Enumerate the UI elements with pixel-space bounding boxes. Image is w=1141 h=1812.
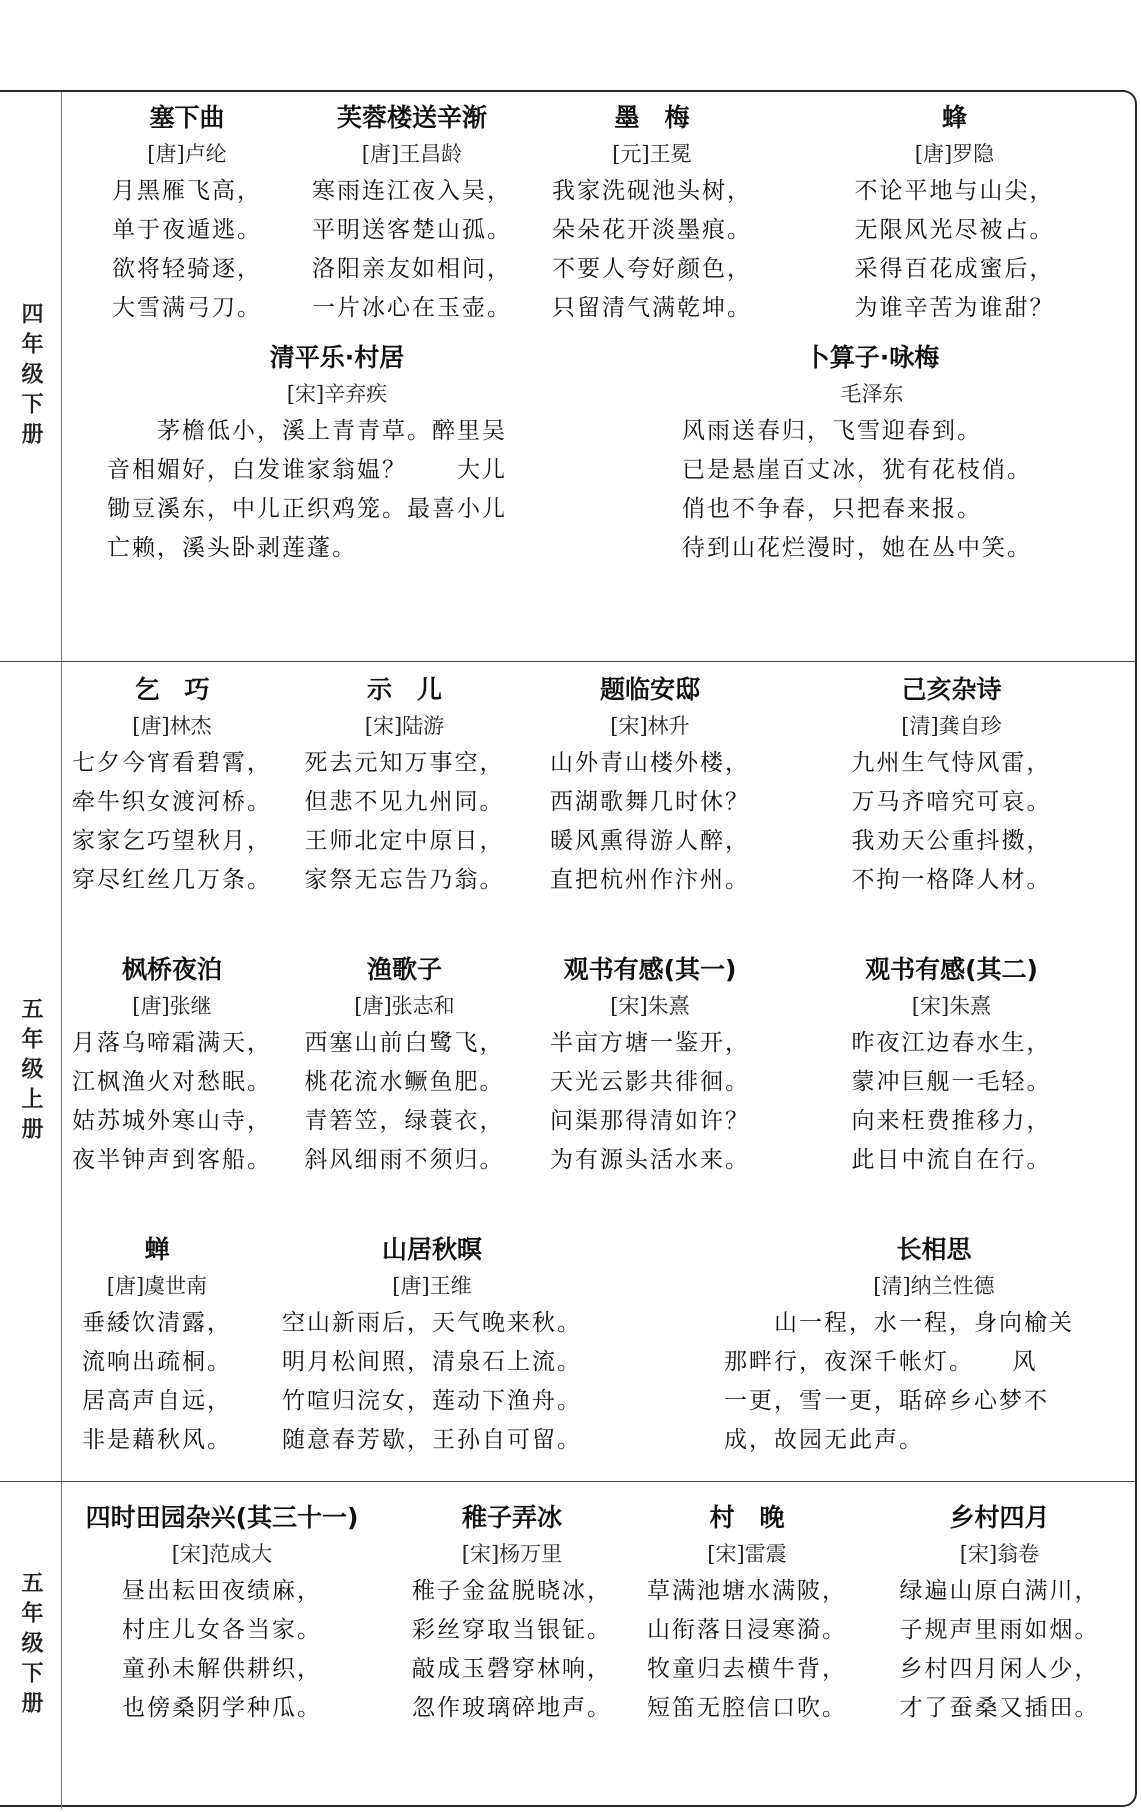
- poem-lines: [774, 1024, 1129, 1180]
- poem-lines: [530, 744, 770, 900]
- poem-line: 寒雨连江夜入吴，: [312, 178, 512, 204]
- poem-line: 才了蚕桑又插田。: [899, 1695, 1100, 1721]
- poem: [777, 100, 1132, 328]
- poem: [532, 100, 772, 328]
- poem-line: 山一程，水一程，身向榆关: [724, 1310, 1074, 1336]
- poem-title: 题临安邸: [599, 675, 700, 704]
- poem-line: 童孙未解供耕织，: [122, 1656, 322, 1682]
- poem-author: [清]纳兰性德: [873, 1274, 995, 1298]
- poem-title: 己亥杂诗: [901, 675, 1002, 704]
- poem-line: 一片冰心在玉壶。: [312, 295, 512, 321]
- poem: [57, 952, 287, 1180]
- poem-line: 锄豆溪东，中儿正织鸡笼。最喜小儿: [107, 496, 507, 522]
- poem-lines: [287, 1024, 522, 1180]
- poem-line: 只留清气满乾坤。: [552, 295, 752, 321]
- poem-author: [唐]王维: [392, 1274, 472, 1298]
- poem-line: 半亩方塘一鉴开，: [550, 1030, 750, 1056]
- poem-title: 墨 梅: [614, 103, 690, 132]
- poem-lines: [67, 1304, 247, 1460]
- poem-line: 此日中流自在行。: [851, 1147, 1052, 1173]
- poem-lines: [862, 1572, 1137, 1728]
- poem-line: 斜风细雨不须归。: [304, 1147, 505, 1173]
- poem-line: 牧童归去横牛背，: [647, 1656, 847, 1682]
- poem-author: [唐]王昌龄: [361, 142, 463, 166]
- poem: [774, 672, 1129, 900]
- poem-line: 居高声自远，: [82, 1388, 232, 1414]
- poem-line: 村庄儿女各当家。: [122, 1617, 322, 1643]
- poem: [107, 340, 567, 568]
- poem-author: [唐]虞世南: [106, 1274, 208, 1298]
- grade-label-cell: [0, 92, 62, 661]
- poem-line: 万马齐喑究可哀。: [851, 789, 1052, 815]
- poem-lines: [107, 412, 567, 568]
- poem-line: 待到山花烂漫时，她在丛中笑。: [682, 535, 1032, 561]
- poem-line: 竹喧归浣女，莲动下渔舟。: [282, 1388, 582, 1414]
- poem: [287, 952, 522, 1180]
- poem-line: 不要人夸好颜色，: [552, 256, 752, 282]
- poem-line: 江枫渔火对愁眠。: [72, 1069, 272, 1095]
- poem-line: 为谁辛苦为谁甜？: [854, 295, 1055, 321]
- poem-line: 桃花流水鳜鱼肥。: [304, 1069, 505, 1095]
- poem-line: 姑苏城外寒山寺，: [72, 1108, 272, 1134]
- poem-lines: [627, 1572, 867, 1728]
- section-grade5-vol1: [0, 662, 1135, 1482]
- grade-label-cell: [0, 1482, 62, 1809]
- poem-line: 直把杭州作汴州。: [550, 867, 750, 893]
- poem: [72, 100, 302, 328]
- poem-line: 山外青山楼外楼，: [550, 750, 750, 776]
- poem-line: 暖风熏得游人醉，: [550, 828, 750, 854]
- poem-line: 山衔落日浸寒漪。: [647, 1617, 847, 1643]
- poem-line: 空山新雨后，天气晚来秋。: [282, 1310, 582, 1336]
- poem-line: 天光云影共徘徊。: [550, 1069, 750, 1095]
- poem-lines: [682, 412, 1082, 568]
- poem: [774, 952, 1129, 1180]
- poem-line: 欲将轻骑逐，: [112, 256, 262, 282]
- poem-line: 为有源头活水来。: [550, 1147, 750, 1173]
- poem-title: 四时田园杂兴(其三十一): [85, 1503, 359, 1532]
- poem-lines: [262, 1304, 602, 1460]
- poem-lines: [397, 1572, 627, 1728]
- poem-line: 俏也不争春，只把春来报。: [682, 496, 982, 522]
- poem-line: 月落乌啼霜满天，: [72, 1030, 272, 1056]
- poem-line: 我家洗砚池头树，: [552, 178, 752, 204]
- poem-author: [宋]辛弃疾: [286, 382, 388, 406]
- grade-label: 四年级下册: [18, 301, 43, 452]
- poem-line: 问渠那得清如许？: [550, 1108, 750, 1134]
- poem-line: 昨夜江边春水生，: [851, 1030, 1052, 1056]
- poem-line: 西塞山前白鹭飞，: [304, 1030, 505, 1056]
- poem-title: 村 晚: [709, 1503, 785, 1532]
- poem-line: 不拘一格降人材。: [851, 867, 1052, 893]
- poem-line: 亡赖，溪头卧剥莲蓬。: [107, 535, 357, 561]
- poem-author: [宋]杨万里: [461, 1542, 563, 1566]
- poem-line: 平明送客楚山孤。: [312, 217, 512, 243]
- poem-line: 昼出耘田夜绩麻，: [122, 1578, 322, 1604]
- poem-author: [宋]陆游: [364, 714, 445, 738]
- poem-line: 风雨送春归，飞雪迎春到。: [682, 418, 982, 444]
- poem-line: 夜半钟声到客船。: [72, 1147, 272, 1173]
- poem: [397, 1500, 627, 1728]
- poem-title: 卜算子·咏梅: [804, 343, 940, 372]
- poem: [627, 1500, 867, 1728]
- poem-table: [0, 90, 1137, 1807]
- poem: [724, 1232, 1141, 1460]
- poem-line: 但悲不见九州同。: [304, 789, 505, 815]
- poem-lines: [62, 1572, 382, 1728]
- poem-title: 观书有感(其二): [865, 955, 1038, 984]
- poem-title: 清平乐·村居: [269, 343, 405, 372]
- poem-line: 青箬笠，绿蓑衣，: [304, 1108, 505, 1134]
- poem-line: 敲成玉磬穿林响，: [412, 1656, 612, 1682]
- poem: [862, 1500, 1137, 1728]
- poem-line: 死去元知万事空，: [304, 750, 505, 776]
- poem-line: 蒙冲巨舰一毛轻。: [851, 1069, 1052, 1095]
- poem-line: 也傍桑阴学种瓜。: [122, 1695, 322, 1721]
- poem-lines: [72, 172, 302, 328]
- poem-lines: [724, 1304, 1141, 1460]
- poem: [530, 952, 770, 1180]
- poem-author: [清]龚自珍: [901, 714, 1002, 738]
- poem-line: 非是藉秋风。: [82, 1427, 232, 1453]
- poem: [262, 1232, 602, 1460]
- poem-line: 牵牛织女渡河桥。: [72, 789, 272, 815]
- grade-label-cell: [0, 662, 62, 1481]
- poem-lines: [532, 172, 772, 328]
- poem-line: 彩丝穿取当银钲。: [412, 1617, 612, 1643]
- poem-line: 成，故园无此声。: [724, 1427, 924, 1453]
- poem-title: 观书有感(其一): [563, 955, 737, 984]
- poem-author: [唐]张继: [132, 994, 212, 1018]
- poem: [67, 1232, 247, 1460]
- poem-author: [宋]朱熹: [610, 994, 690, 1018]
- section-grade4-vol2: [0, 92, 1135, 662]
- poem-line: 家祭无忘告乃翁。: [304, 867, 505, 893]
- poem-lines: [287, 744, 522, 900]
- section-grade5-vol2: [0, 1482, 1135, 1809]
- poem-line: 洛阳亲友如相问，: [312, 256, 512, 282]
- poem-line: 家家乞巧望秋月，: [72, 828, 272, 854]
- poem-line: 稚子金盆脱晓冰，: [412, 1578, 612, 1604]
- poem-author: 毛泽东: [840, 382, 904, 406]
- poem-line: 无限风光尽被占。: [854, 217, 1055, 243]
- poem-line: 我劝天公重抖擞，: [851, 828, 1052, 854]
- poem-title: 长相思: [896, 1235, 972, 1264]
- poem-line: 垂緌饮清露，: [82, 1310, 232, 1336]
- poem-line: 九州生气恃风雷，: [851, 750, 1052, 776]
- poem-line: 七夕今宵看碧霄，: [72, 750, 272, 776]
- poem-lines: [287, 172, 537, 328]
- poem-title: 塞下曲: [149, 103, 225, 132]
- poem-title: 芙蓉楼送辛渐: [336, 103, 487, 132]
- poem-author: [宋]林升: [610, 714, 690, 738]
- poem-author: [唐]卢纶: [147, 142, 227, 166]
- poem-line: 采得百花成蜜后，: [854, 256, 1055, 282]
- poem-title: 示 儿: [366, 675, 442, 704]
- poem-line: 流响出疏桐。: [82, 1349, 232, 1375]
- poem-line: 不论平地与山尖，: [854, 178, 1055, 204]
- poem-line: 单于夜遁逃。: [112, 217, 262, 243]
- poem-line: 明月松间照，清泉石上流。: [282, 1349, 582, 1375]
- poem-author: [唐]林杰: [132, 714, 212, 738]
- poem: [62, 1500, 382, 1728]
- poem-line: 短笛无腔信口吹。: [647, 1695, 847, 1721]
- poem-line: 茅檐低小，溪上青青草。醉里吴: [107, 418, 507, 444]
- poem-line: 西湖歌舞几时休？: [550, 789, 750, 815]
- poem-author: [宋]雷震: [707, 1542, 787, 1566]
- poem-lines: [774, 744, 1129, 900]
- poem-line: 一更，雪一更，聒碎乡心梦不: [724, 1388, 1049, 1414]
- poem-line: 朵朵花开淡墨痕。: [552, 217, 752, 243]
- poem-lines: [57, 1024, 287, 1180]
- poem-line: 王师北定中原日，: [304, 828, 505, 854]
- poem-title: 山居秋暝: [381, 1235, 482, 1264]
- poem: [287, 672, 522, 900]
- poem-line: 音相媚好，白发谁家翁媪？ 大儿: [107, 457, 507, 483]
- poem: [530, 672, 770, 900]
- poem-lines: [530, 1024, 770, 1180]
- poem-author: [宋]翁卷: [959, 1542, 1040, 1566]
- poem-line: 那畔行，夜深千帐灯。 风: [724, 1349, 1038, 1375]
- poem-title: 乡村四月: [949, 1503, 1050, 1532]
- poem-line: 绿遍山原白满川，: [899, 1578, 1100, 1604]
- poem-line: 穿尽红丝几万条。: [72, 867, 272, 893]
- poem-title: 乞 巧: [134, 675, 210, 704]
- poem-author: [唐]张志和: [354, 994, 455, 1018]
- poem-title: 蜂: [941, 103, 967, 132]
- poem-line: 向来枉费推移力，: [851, 1108, 1052, 1134]
- poem-line: 乡村四月闲人少，: [899, 1656, 1100, 1682]
- poem: [57, 672, 287, 900]
- poem: [287, 100, 537, 328]
- poem-line: 草满池塘水满陂，: [647, 1578, 847, 1604]
- poem-title: 稚子弄冰: [461, 1503, 562, 1532]
- poem-line: 已是悬崖百丈冰，犹有花枝俏。: [682, 457, 1032, 483]
- poem-author: [元]王冕: [612, 142, 692, 166]
- poem-line: 月黑雁飞高，: [112, 178, 262, 204]
- poem-line: 子规声里雨如烟。: [899, 1617, 1100, 1643]
- grade-label: 五年级上册: [18, 996, 43, 1147]
- grade-label: 五年级下册: [18, 1570, 43, 1721]
- poem-lines: [57, 744, 287, 900]
- poem-author: [唐]罗隐: [914, 142, 995, 166]
- poem-lines: [777, 172, 1132, 328]
- poem-title: 渔歌子: [366, 955, 442, 984]
- poem-title: 枫桥夜泊: [121, 955, 222, 984]
- poem-line: 忽作玻璃碎地声。: [412, 1695, 612, 1721]
- poem-line: 随意春芳歇，王孙自可留。: [282, 1427, 582, 1453]
- poem-author: [宋]朱熹: [911, 994, 992, 1018]
- poem-author: [宋]范成大: [171, 1542, 273, 1566]
- poem-title: 蝉: [144, 1235, 170, 1264]
- poem: [682, 340, 1082, 568]
- poem-line: 大雪满弓刀。: [112, 295, 262, 321]
